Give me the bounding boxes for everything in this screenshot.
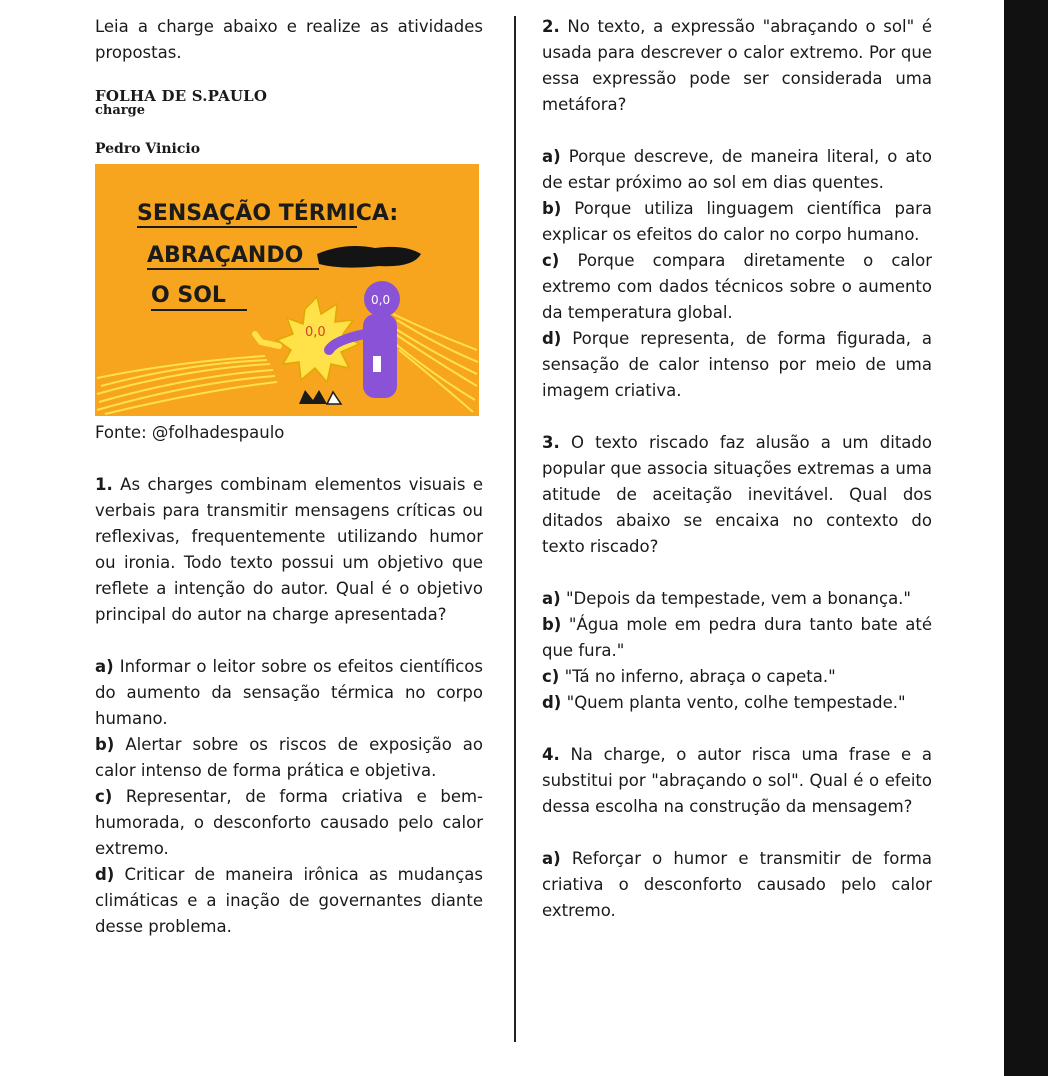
question-2-text: 2. No texto, a expressão "abraçando o sol" é usada para descrever o calor extremo. Por que essa expressão pode ser considerada uma metáfora?	[542, 17, 932, 114]
image-source: Fonte: @folhadespaulo	[95, 423, 285, 442]
q2-option-a[interactable]: a) Porque descreve, de maneira literal, o ato de estar próximo ao sol em dias quentes.	[542, 147, 932, 192]
question-2-number: 2.	[542, 17, 560, 36]
q3-option-a[interactable]: a) "Depois da tempestade, vem a bonança."	[542, 589, 912, 608]
sun-face: 0,0	[305, 325, 326, 340]
cartoon-image	[95, 164, 479, 416]
q1-option-a[interactable]: a) Informar o leitor sobre os efeitos científicos do aumento da sensação térmica no corpo humano.	[95, 657, 483, 728]
q2-option-d[interactable]: d) Porque representa, de forma figurada, a sensação de calor intenso por meio de uma imagem criativa.	[542, 329, 932, 400]
column-divider	[514, 16, 516, 1042]
figure-detail	[373, 356, 381, 372]
masthead-section: charge	[95, 103, 146, 118]
left-column	[95, 14, 483, 940]
question-4-text: 4. Na charge, o autor risca uma frase e a substitui por "abraçando o sol". Qual é o efeito dessa escolha na construção da mensagem?	[542, 745, 932, 816]
right-column	[542, 14, 932, 924]
cartoon-title: SENSAÇÃO TÉRMICA:	[137, 201, 399, 226]
question-1-number: 1.	[95, 475, 113, 494]
q1-option-c[interactable]: c) Representar, de forma criativa e bem-humorada, o desconforto causado pelo calor extremo.	[95, 787, 483, 858]
q2-option-b[interactable]: b) Porque utiliza linguagem científica para explicar os efeitos do calor no corpo humano.	[542, 199, 932, 244]
q3-option-c[interactable]: c) "Tá no inferno, abraça o capeta."	[542, 667, 836, 686]
figure-face: 0,0	[371, 293, 391, 307]
q1-option-d[interactable]: d) Criticar de maneira irônica as mudanças climáticas e a inação de governantes diante desse problema.	[95, 865, 483, 936]
q1-option-b[interactable]: b) Alertar sobre os riscos de exposição ao calor intenso de forma prática e objetiva.	[95, 735, 484, 780]
q3-option-d[interactable]: d) "Quem planta vento, colhe tempestade."	[542, 693, 906, 712]
right-dark-margin	[1004, 0, 1048, 1076]
cartoon-line-o-sol: O SOL	[151, 283, 226, 308]
question-3-number: 3.	[542, 433, 560, 452]
intro-text: Leia a charge abaixo e realize as atividades propostas.	[95, 17, 483, 62]
cartoon-line-abracando: ABRAÇANDO	[147, 243, 304, 268]
q4-option-a[interactable]: a) Reforçar o humor e transmitir de forma criativa o desconforto causado pelo calor extremo.	[542, 849, 932, 920]
q2-option-c[interactable]: c) Porque compara diretamente o calor extremo com dados técnicos sobre o aumento da temperatura global.	[542, 251, 932, 322]
newspaper-masthead: FOLHA DE S.PAULO	[95, 87, 268, 105]
cartoon-author: Pedro Vinicio	[95, 141, 201, 157]
q3-option-b[interactable]: b) "Água mole em pedra dura tanto bate até que fura."	[542, 615, 932, 660]
question-1-text: 1. As charges combinam elementos visuais e verbais para transmitir mensagens críticas ou reflexivas, frequentemente utilizando humor ou ironia. Todo texto possui um objetivo que reflete a intenção do autor. Qual é o objetivo principal do autor na charge apresentada?	[95, 475, 483, 624]
question-4-number: 4.	[542, 745, 560, 764]
question-3-text: 3. O texto riscado faz alusão a um ditado popular que associa situações extremas a uma atitude de aceitação inevitável. Qual dos ditados abaixo se encaixa no contexto do texto riscado?	[542, 433, 932, 556]
